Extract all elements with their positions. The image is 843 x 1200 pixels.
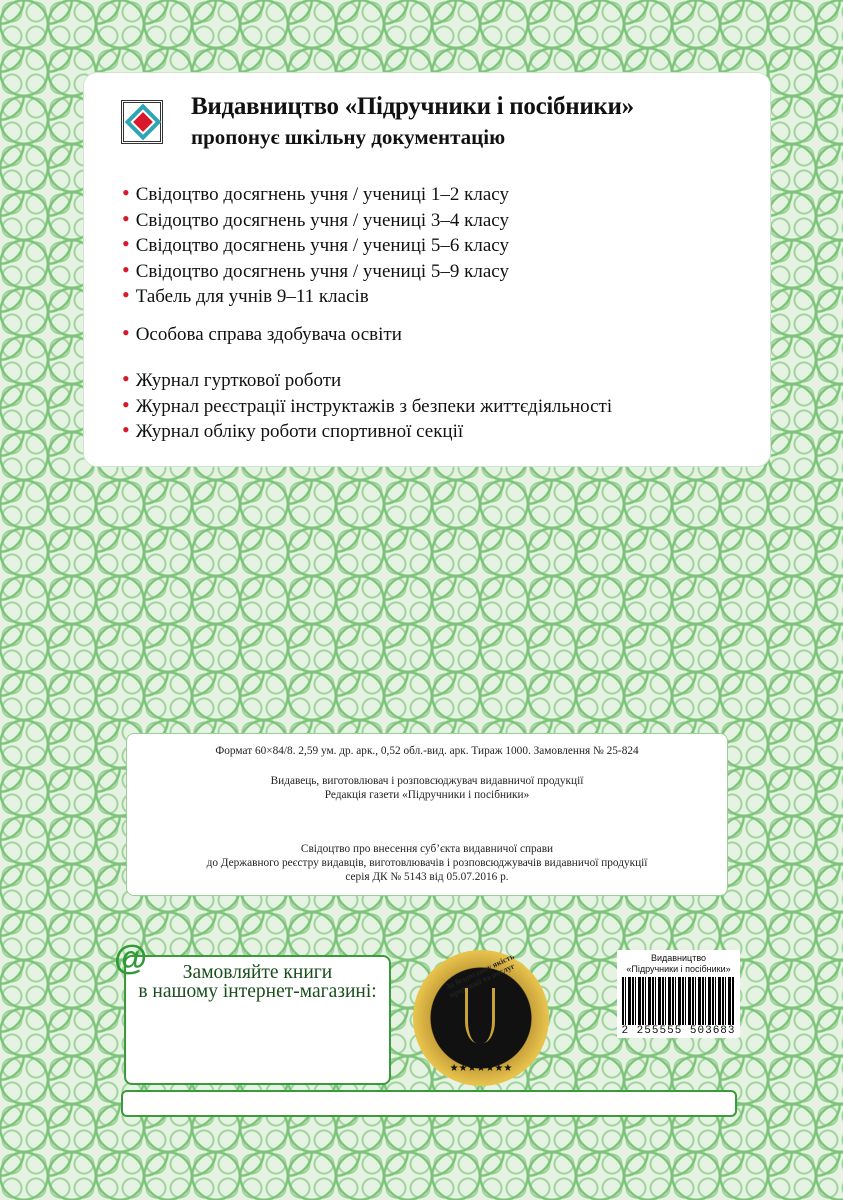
list-item: • Свідоцтво досягнень учня / учениці 5–6 класу <box>122 232 509 258</box>
order-line-2: в нашому інтернет-магазині: <box>138 981 377 1002</box>
product-offer-panel <box>83 72 771 467</box>
list-item: • Свідоцтво досягнень учня / учениці 1–2 класу <box>122 181 509 207</box>
subtitle: пропонує шкільну документацію <box>191 125 506 149</box>
barcode-label-1: Видавництво <box>650 953 707 963</box>
barcode-icon <box>622 977 735 1025</box>
list-item: • Журнал обліку роботи спортивної секції <box>122 418 612 444</box>
personal-file-list <box>122 321 402 347</box>
certificates-list <box>122 181 509 309</box>
publisher-title: Видавництво «Підручники і посібники» <box>191 93 634 120</box>
list-item: • Свідоцтво досягнень учня / учениці 3–4 класу <box>122 207 509 233</box>
at-icon: @ <box>114 939 148 977</box>
barcode-label-2: «Підручники і посібники» <box>626 964 731 974</box>
seal-text: За бездоганну якість продукції та послуг <box>444 951 516 1000</box>
list-item: • Журнал реєстрації інструктажів з безпеки життєдіяльності <box>122 393 612 419</box>
publisher-line: Видавець, виготовлювач і розповсюджувач видавничої продукції <box>270 775 584 787</box>
quality-seal <box>413 950 549 1086</box>
order-line-1: Замовляйте книги <box>182 962 333 983</box>
editorial-line: Редакція газети «Підручники і посібники» <box>324 789 530 801</box>
list-item: • Табель для учнів 9–11 класів <box>122 283 509 309</box>
seal-stars: ★★★★★★★ <box>449 1063 513 1074</box>
cert-line-3: серія ДК № 5143 від 05.07.2016 р. <box>345 871 509 883</box>
bottom-strip <box>121 1090 737 1117</box>
online-shop-panel <box>124 955 391 1085</box>
barcode-number: 2 255555 503683 <box>621 1025 736 1037</box>
seal-emblem-icon <box>465 988 495 1043</box>
barcode-panel <box>617 950 740 1038</box>
cert-line-1: Свідоцтво про внесення суб’єкта видавничої справи <box>300 843 554 855</box>
imprint-panel <box>126 733 728 896</box>
format-line: Формат 60×84/8. 2,59 ум. др. арк., 0,52 обл.-вид. арк. Тираж 1000. Замовлення № 25-824 <box>215 745 639 757</box>
cert-line-2: до Державного реєстру видавців, виготовлювачів і розповсюджувачів видавничої продукції <box>206 857 648 869</box>
publisher-logo <box>121 100 163 144</box>
list-item: • Свідоцтво досягнень учня / учениці 5–9 класу <box>122 258 509 284</box>
list-item: • Журнал гурткової роботи <box>122 367 612 393</box>
list-item: • Особова справа здобувача освіти <box>122 321 402 347</box>
journals-list <box>122 367 612 444</box>
